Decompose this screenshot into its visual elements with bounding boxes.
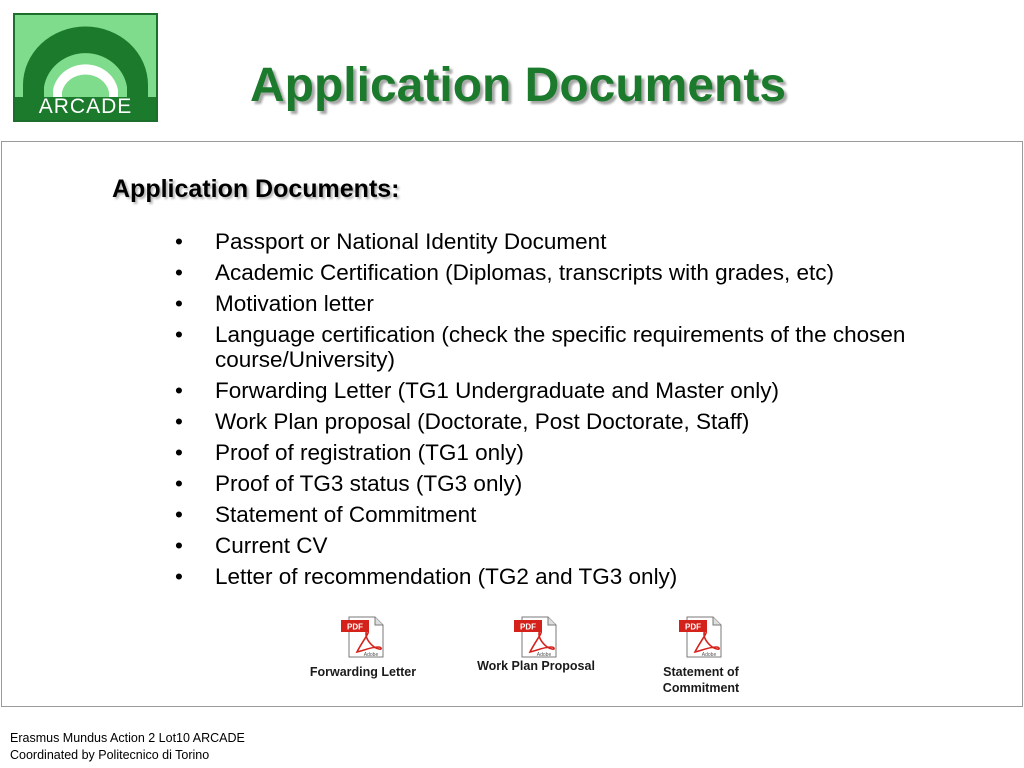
attachment-forwarding-letter[interactable] (288, 616, 438, 680)
svg-text:Adobe: Adobe (363, 652, 379, 658)
bullet: • (175, 322, 183, 347)
list-item: • Forwarding Letter (TG1 Undergraduate and Master only) (175, 378, 780, 403)
document-list (175, 229, 1010, 595)
bullet: • (175, 291, 183, 316)
svg-text:Adobe: Adobe (536, 652, 552, 658)
list-item: • Language certification (check the specific requirements of the chosen course/University) (175, 322, 906, 372)
list-item: • Proof of TG3 status (TG3 only) (175, 471, 523, 496)
attachment-label[interactable]: Forwarding Letter (309, 665, 417, 679)
list-item: • Motivation letter (175, 291, 374, 316)
bullet: • (175, 229, 183, 254)
footer-line: Coordinated by Politecnico di Torino (10, 748, 210, 762)
pdf-icon[interactable] (514, 616, 558, 658)
attachment-statement-of-commitment[interactable] (626, 616, 776, 696)
bullet: • (175, 502, 183, 527)
bullet: • (175, 471, 183, 496)
list-item: • Letter of recommendation (TG2 and TG3 only) (175, 564, 678, 589)
svg-text:PDF: PDF (347, 622, 363, 632)
pdf-icon[interactable] (341, 616, 385, 658)
arcade-logo (13, 13, 158, 122)
bullet: • (175, 409, 183, 434)
footer (10, 730, 245, 764)
bullet: • (175, 564, 183, 589)
bullet: • (175, 260, 183, 285)
section-heading: Application Documents: (112, 175, 400, 203)
list-item: • Current CV (175, 533, 328, 558)
bullet: • (175, 533, 183, 558)
svg-text:Adobe: Adobe (701, 652, 717, 658)
list-item: • Statement of Commitment (175, 502, 477, 527)
attachment-label[interactable]: Statement of Commitment (662, 665, 740, 695)
svg-text:PDF: PDF (685, 622, 701, 632)
logo-text: ARCADE (38, 95, 133, 118)
list-item: • Academic Certification (Diplomas, transcripts with grades, etc) (175, 260, 834, 285)
page-title: Application Documents (250, 59, 787, 112)
bullet: • (175, 440, 183, 465)
list-item: • Work Plan proposal (Doctorate, Post Doctorate, Staff) (175, 409, 750, 434)
attachment-label[interactable]: Work Plan Proposal (477, 659, 595, 673)
list-item: • Passport or National Identity Document (175, 229, 607, 254)
footer-line: Erasmus Mundus Action 2 Lot10 ARCADE (10, 731, 245, 745)
pdf-icon[interactable] (679, 616, 723, 658)
attachment-work-plan-proposal[interactable] (461, 616, 611, 674)
list-item: • Proof of registration (TG1 only) (175, 440, 524, 465)
svg-text:PDF: PDF (520, 622, 536, 632)
bullet: • (175, 378, 183, 403)
